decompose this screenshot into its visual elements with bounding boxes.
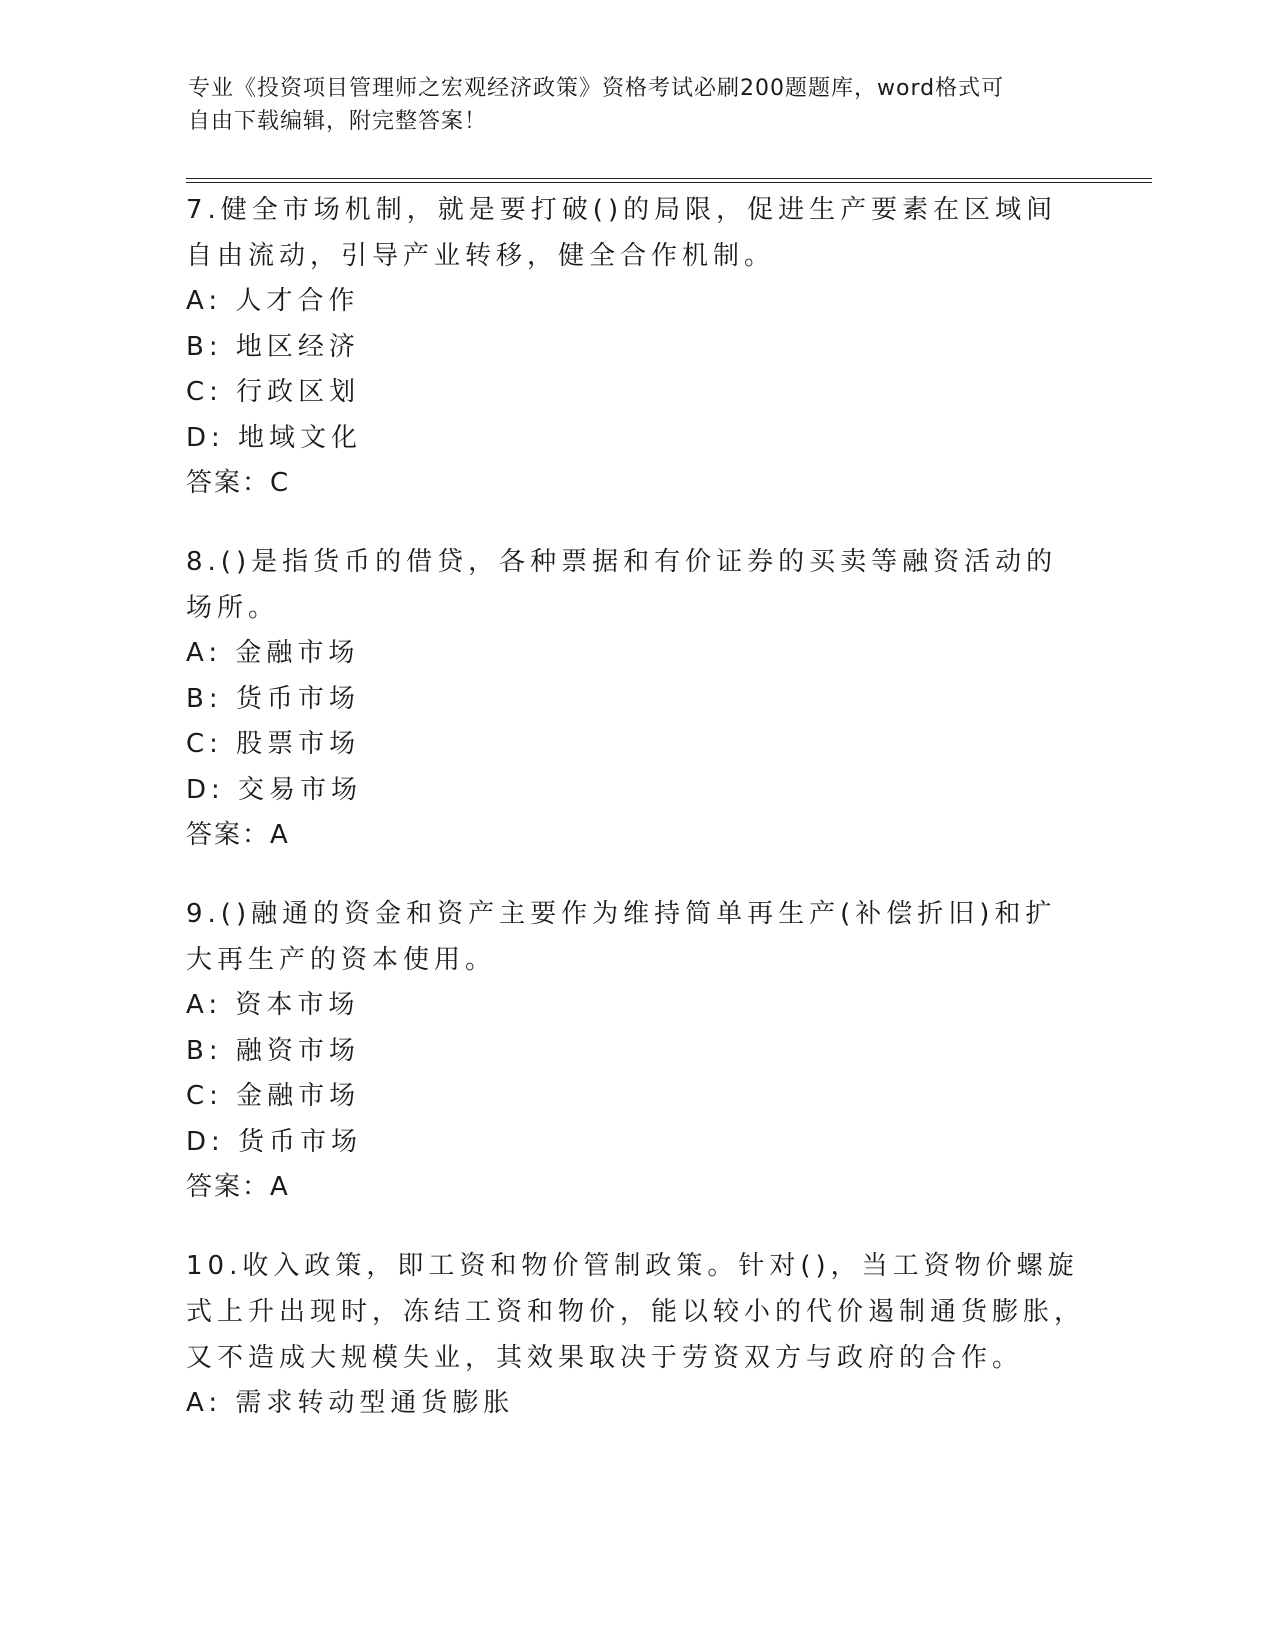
option-d: D: 交易市场 [186, 774, 363, 805]
question-text: 8.()是指货币的借贷，各种票据和有价证券的买卖等融资活动的场所。 [186, 547, 1058, 623]
header-rule-bottom [186, 182, 1152, 183]
answer: 答案：A [186, 1172, 290, 1202]
question-9 [186, 891, 1086, 1210]
question-10 [186, 1243, 1086, 1427]
option-c: C: 行政区划 [186, 377, 361, 407]
header-rule-top [186, 178, 1152, 179]
answer: 答案：A [186, 820, 290, 850]
question-8 [186, 539, 1086, 858]
option-a: A: 资本市场 [186, 990, 360, 1020]
header-line-1: 专业《投资项目管理师之宏观经济政策》资格考试必刷200题题库，word格式可 [188, 76, 1005, 101]
option-b: B: 货币市场 [186, 683, 360, 714]
question-text: 9.()融通的资金和资产主要作为维持简单再生产(补偿折旧)和扩大再生产的资本使用。 [186, 899, 1057, 975]
option-b: B: 融资市场 [186, 1035, 360, 1066]
answer: 答案：C [186, 468, 291, 498]
option-d: D: 地域文化 [186, 422, 363, 453]
option-c: C: 金融市场 [186, 1081, 361, 1111]
question-text: 7.健全市场机制，就是要打破()的局限，促进生产要素在区域间自由流动，引导产业转移，健全合作机制。 [186, 195, 1058, 271]
option-a: A: 金融市场 [186, 638, 360, 668]
question-text: 10.收入政策，即工资和物价管制政策。针对()，当工资物价螺旋式上升出现时，冻结工资和物价，能以较小的代价遏制通货膨胀，又不造成大规模失业，其效果取决于劳资双方与政府的合作。 [186, 1251, 1086, 1373]
question-7 [186, 187, 1086, 506]
question-list [186, 187, 1086, 1460]
option-a: A: 需求转动型通货膨胀 [186, 1388, 515, 1418]
option-a: A: 人才合作 [186, 286, 360, 316]
option-d: D: 货币市场 [186, 1126, 363, 1157]
option-c: C: 股票市场 [186, 729, 361, 759]
document-header [188, 72, 1068, 138]
option-b: B: 地区经济 [186, 331, 360, 362]
header-line-2: 自由下载编辑，附完整答案！ [188, 109, 488, 134]
